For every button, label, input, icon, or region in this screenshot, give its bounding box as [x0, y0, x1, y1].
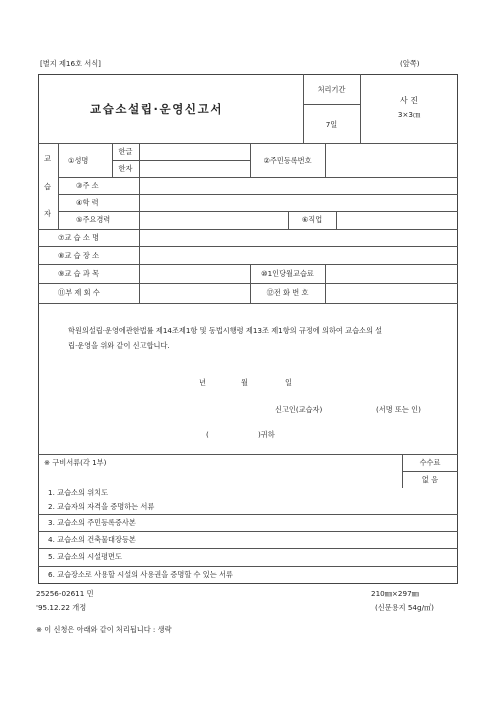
monthly-fee-label: ⑩1인당월교습료: [261, 269, 314, 278]
job-label: ⑥직업: [301, 215, 323, 224]
sign-note: (서명 또는 인): [376, 405, 421, 414]
school-subject-label: ⑨교 습 과 목: [58, 269, 100, 278]
attachment-item-6: 6. 교습장소로 사용할 시설의 사용권을 증명할 수 있는 서류: [48, 570, 233, 579]
education-label: ④학 력: [76, 198, 99, 207]
processing-label: 처리기간: [317, 85, 346, 94]
school-hours-label: ⑪부 제 회 수: [58, 288, 100, 297]
recipient-close: )귀하: [258, 430, 275, 439]
revision-date: '95.12.22 개정: [36, 603, 87, 612]
phone-label: ⑫전 화 번 호: [266, 288, 309, 297]
form-code: 25256-02611 민: [36, 589, 94, 598]
fee-label: 수수료: [419, 458, 441, 467]
declaration-line-2: 립·운영을 위와 같이 신고합니다.: [68, 341, 170, 350]
applicant-side-label-3: 자: [44, 209, 51, 218]
school-place-label: ⑧교 습 장 소: [58, 251, 100, 260]
photo-label: 사 진: [400, 96, 418, 105]
rrn-label: ②주민등록번호: [263, 156, 312, 165]
recipient-open: (: [206, 430, 209, 439]
date-month-label: 월: [241, 378, 248, 387]
address-label: ③주 소: [76, 181, 99, 190]
attachment-item-4: 4. 교습소의 건축물대장등본: [48, 535, 136, 544]
applicant-side-label-1: 교: [44, 154, 51, 163]
school-name-label: ⑦교 습 소 명: [58, 233, 100, 242]
paper-type: (신문용지 54g/㎡): [375, 603, 434, 612]
paper-size: 210㎜×297㎜: [371, 589, 419, 598]
page-side: (앞쪽): [400, 59, 420, 68]
form-number: [별지 제16호 서식]: [40, 59, 101, 68]
date-year-label: 년: [199, 378, 206, 387]
photo-size: 3×3㎝: [397, 110, 421, 119]
date-day-label: 일: [285, 378, 292, 387]
attachment-item-5: 5. 교습소의 시설평면도: [48, 552, 122, 561]
attachment-item-2: 2. 교습자의 자격을 증명하는 서류: [48, 502, 155, 511]
fee-value: 없 음: [421, 475, 439, 484]
career-label: ⑤주요경력: [76, 215, 111, 224]
form-title: 교습소설립·운영신고서: [90, 102, 224, 116]
applicant-side-label-2: 습: [44, 182, 51, 191]
declaration-line-1: 학원의설립·운영에관한법률 제14조제1항 및 동법시행령 제13조 제1항의 규정에 의하여 교습소의 설: [68, 326, 383, 335]
hangul-label: 한글: [118, 147, 133, 156]
processing-note: ※ 이 신청은 아래와 같이 처리됩니다 : 생략: [36, 625, 172, 634]
signer-label: 신고인(교습자): [275, 405, 323, 414]
attachment-item-1: 1. 교습소의 위치도: [48, 488, 109, 497]
attachment-item-3: 3. 교습소의 주민등록증사본: [48, 518, 136, 527]
processing-value: 7일: [325, 120, 338, 129]
name-label: ①성명: [68, 156, 89, 165]
hanja-label: 한자: [118, 164, 133, 173]
attachments-header: ※ 구비서류(각 1부): [44, 458, 107, 467]
